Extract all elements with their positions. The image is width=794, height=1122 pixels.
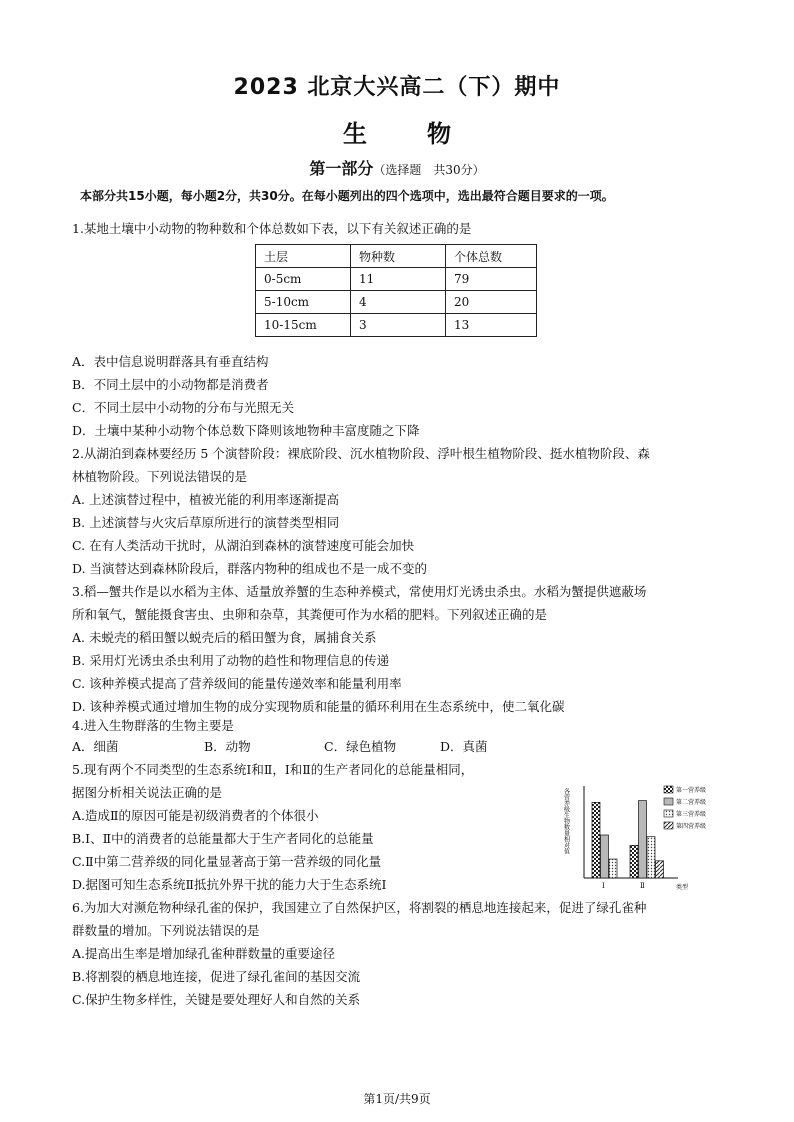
- q6-stem-line-1: 6.为加大对濒危物种绿孔雀的保护，我国建立了自然保护区，将割裂的栖息地连接起来，促进了绿孔雀种: [72, 900, 647, 915]
- table-cell: 5-10cm: [256, 291, 351, 314]
- category-label: Ⅱ: [640, 882, 645, 890]
- legend-swatch: [664, 810, 673, 817]
- legend-label: 第一营养级: [676, 787, 707, 794]
- q1-table: [255, 244, 537, 337]
- table-cell: 20: [446, 291, 537, 314]
- subject-title: [0, 114, 794, 149]
- q4-option-c: C．绿色植物: [324, 739, 397, 754]
- legend-label: 第三营养级: [676, 811, 707, 818]
- section-title: 第一部分: [309, 159, 374, 178]
- legend-swatch: [664, 822, 673, 829]
- bar-2-series-4: [656, 861, 664, 878]
- page-number: 第1页/共9页: [363, 1092, 431, 1106]
- q3-option-a: A. 未蜕壳的稻田蟹以蜕壳后的稻田蟹为食，属捕食关系: [72, 630, 377, 645]
- bar-1-series-1: [592, 802, 600, 878]
- q5-option-c: C.Ⅱ中第二营养级的同化量显著高于第一营养级的同化量: [72, 854, 382, 869]
- q6-stem-line-2: 群数量的增加。下列说法错误的是: [72, 923, 260, 938]
- q5-stem-line-1: 5.现有两个不同类型的生态系统Ⅰ和Ⅱ，Ⅰ和Ⅱ的生产者同化的总能量相同，: [72, 762, 474, 777]
- q4-option-b: B．动物: [204, 739, 251, 754]
- section-heading: [0, 156, 794, 179]
- table-header: 个体总数: [446, 245, 537, 268]
- energy-bar-chart: [560, 780, 730, 892]
- q4-option-d: D．真菌: [440, 739, 488, 754]
- q1-option-b: B．不同土层中的小动物都是消费者: [72, 377, 269, 392]
- q2-stem-line-1: 2.从湖泊到森林要经历 5 个演替阶段：裸底阶段、沉水植物阶段、浮叶根生植物阶段、挺水植物阶段、森: [72, 446, 650, 461]
- q5-option-d: D.据图可知生态系统Ⅱ抵抗外界干扰的能力大于生态系统Ⅰ: [72, 877, 387, 892]
- q4-options: [72, 737, 488, 755]
- legend-swatch: [664, 786, 673, 793]
- bar-1-series-2: [601, 835, 609, 878]
- table-header: 物种数: [351, 245, 446, 268]
- legend-swatch: [664, 798, 673, 805]
- table-cell: 13: [446, 314, 537, 337]
- table-cell: 3: [351, 314, 446, 337]
- q5-stem-line-2: 据图分析相关说法正确的是: [72, 785, 223, 800]
- table-row: [256, 291, 537, 314]
- table-cell: 11: [351, 268, 446, 291]
- q1-option-d: D．土壤中某种小动物个体总数下降则该地物种丰富度随之下降: [72, 423, 420, 438]
- q4-option-a: A．细菌: [72, 739, 119, 754]
- legend-label: 第四营养级: [676, 823, 707, 830]
- bar-1-series-3: [609, 859, 617, 878]
- q3-stem-line-1: 3.稻—蟹共作是以水稻为主体、适量放养蟹的生态种养模式，常使用灯光诱虫杀虫。水稻为蟹提供遮蔽场: [72, 584, 647, 599]
- q2-stem-line-2: 林植物阶段。下列说法错误的是: [72, 469, 248, 484]
- q1-option-a: A．表中信息说明群落具有垂直结构: [72, 354, 269, 369]
- section-note: （选择题 共30分）: [373, 163, 485, 177]
- category-label: Ⅰ: [602, 882, 605, 890]
- q4-stem: 4.进入生物群落的生物主要是: [72, 718, 234, 733]
- bar-2-series-2: [639, 801, 647, 878]
- q2-option-d: D. 当演替达到森林阶段后，群落内物种的组成也不是一成不变的: [72, 561, 428, 576]
- table-header-row: [256, 245, 537, 268]
- table-row: [256, 314, 537, 337]
- x-axis-label: 类型: [676, 884, 689, 891]
- table-row: [256, 268, 537, 291]
- section-instructions: 本部分共15小题，每小题2分，共30分。在每小题列出的四个选项中，选出最符合题目要求的一项。: [80, 189, 614, 203]
- q2-option-a: A. 上述演替过程中，植被光能的利用率逐渐提高: [72, 492, 339, 507]
- q1-stem: 1.某地土壤中小动物的物种数和个体总数如下表，以下有关叙述正确的是: [72, 221, 472, 236]
- q3-option-c: C. 该种养模式提高了营养级间的能量传递效率和能量利用率: [72, 676, 402, 691]
- y-axis-label: 各营养级生物数量相对值: [562, 788, 570, 854]
- table-header: 土层: [256, 245, 351, 268]
- subject-char-1: 生: [343, 119, 367, 148]
- q5-option-b: B.Ⅰ、Ⅱ中的消费者的总能量都大于生产者同化的总能量: [72, 831, 374, 846]
- table-cell: 0-5cm: [256, 268, 351, 291]
- q2-option-c: C. 在有人类活动干扰时，从湖泊到森林的演替速度可能会加快: [72, 538, 415, 553]
- table-cell: 4: [351, 291, 446, 314]
- bar-2-series-1: [630, 845, 638, 878]
- q1-option-c: C．不同土层中小动物的分布与光照无关: [72, 400, 295, 415]
- page-title: 2023 北京大兴高二（下）期中: [233, 75, 561, 100]
- q5-option-a: A.造成Ⅱ的原因可能是初级消费者的个体很小: [72, 808, 319, 823]
- legend-label: 第二营养级: [676, 799, 707, 806]
- q2-option-b: B. 上述演替与火灾后草原所进行的演替类型相同: [72, 515, 340, 530]
- q3-option-d: D. 该种养模式通过增加生物的成分实现物质和能量的循环利用在生态系统中，使二氧化碳: [72, 699, 565, 714]
- subject-char-2: 物: [427, 119, 451, 148]
- q3-option-b: B. 采用灯光诱虫杀虫利用了动物的趋性和物理信息的传递: [72, 653, 390, 668]
- q3-stem-line-2: 所和氧气，蟹能摄食害虫、虫卵和杂草，其粪便可作为水稻的肥料。下列叙述正确的是: [72, 607, 548, 622]
- q6-option-b: B.将割裂的栖息地连接，促进了绿孔雀间的基因交流: [72, 969, 361, 984]
- q6-option-a: A.提高出生率是增加绿孔雀种群数量的重要途径: [72, 946, 336, 961]
- bar-2-series-3: [647, 837, 655, 878]
- table-cell: 79: [446, 268, 537, 291]
- q6-option-c: C.保护生物多样性，关键是要处理好人和自然的关系: [72, 992, 361, 1007]
- table-cell: 10-15cm: [256, 314, 351, 337]
